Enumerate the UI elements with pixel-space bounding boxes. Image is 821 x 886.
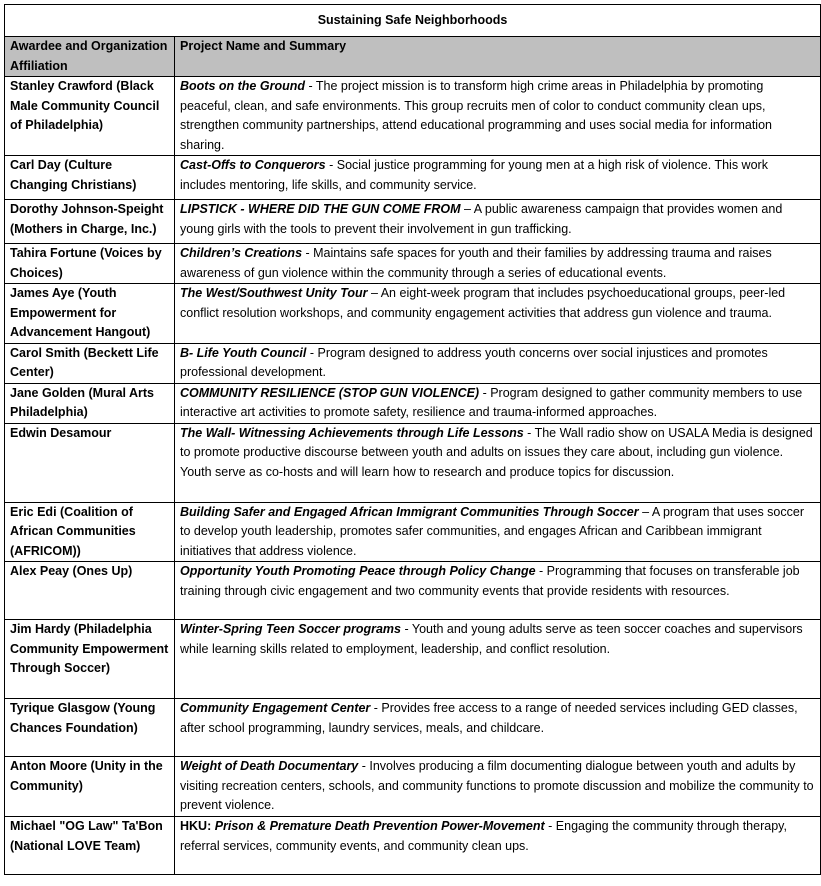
table-row — [5, 383, 821, 423]
awardee-cell: Jane Golden (Mural Arts Philadelphia) — [5, 383, 175, 423]
project-prefix: HKU: — [180, 819, 215, 833]
project-name: Prison & Premature Death Prevention Power-Movement — [214, 819, 545, 833]
project-cell — [175, 423, 821, 502]
table-row — [5, 620, 821, 699]
project-summary: – An eight-week program that includes psychoeducational groups, peer-led conflict resolution workshops, and community engagement activities that address gun violence and trauma. — [180, 286, 786, 320]
table-row — [5, 562, 821, 620]
project-cell — [175, 502, 821, 562]
project-summary: - Youth and young adults serve as teen soccer coaches and supervisors while learning skills related to employment, leadership, and conflict resolution. — [180, 622, 803, 656]
awardees-table — [4, 4, 821, 875]
project-name: The West/Southwest Unity Tour — [180, 286, 368, 300]
table-row — [5, 156, 821, 200]
awardee-cell: Anton Moore (Unity in the Community) — [5, 757, 175, 817]
awardee-cell: Alex Peay (Ones Up) — [5, 562, 175, 620]
project-cell — [175, 699, 821, 757]
table-row — [5, 757, 821, 817]
awardee-cell: Carl Day (Culture Changing Christians) — [5, 156, 175, 200]
project-name: Children’s Creations — [180, 246, 303, 260]
header-project: Project Name and Summary — [175, 37, 821, 77]
project-summary: - Involves producing a film documenting dialogue between youth and adults by visiting recreation centers, schools, and community functions to promote discussion and mobilize the community to prevent violence. — [180, 759, 814, 812]
table-row — [5, 699, 821, 757]
table-row — [5, 77, 821, 156]
project-cell — [175, 383, 821, 423]
project-cell — [175, 156, 821, 200]
project-summary: - Maintains safe spaces for youth and their families by addressing trauma and raises awareness of gun violence within the community through a series of educational events. — [180, 246, 772, 280]
project-summary: - Engaging the community through therapy, referral services, community events, and community clean ups. — [180, 819, 787, 853]
header-awardee: Awardee and Organization Affiliation — [5, 37, 175, 77]
project-summary: - Program designed to address youth concerns over social injustices and promotes professional development. — [180, 345, 768, 379]
header-row — [5, 37, 821, 77]
project-summary: – A public awareness campaign that provides women and young girls with the tools to prevent their involvement in gun trafficking. — [180, 202, 783, 236]
awardee-cell: Carol Smith (Beckett Life Center) — [5, 343, 175, 383]
project-summary: - Provides free access to a range of needed services including GED classes, after school programming, laundry services, meals, and childcare. — [180, 701, 798, 735]
awardee-cell: Tyrique Glasgow (Young Chances Foundation) — [5, 699, 175, 757]
title-row — [5, 5, 821, 37]
project-name: Weight of Death Documentary — [180, 759, 359, 773]
project-name: Cast-Offs to Conquerors — [180, 158, 326, 172]
project-summary: - Social justice programming for young men at a high risk of violence. This work includes mentoring, life skills, and community service. — [180, 158, 768, 192]
awardee-cell: Tahira Fortune (Voices by Choices) — [5, 244, 175, 284]
project-name: B- Life Youth Council — [180, 345, 307, 360]
table-row — [5, 423, 821, 502]
project-cell — [175, 757, 821, 817]
awardee-cell: Dorothy Johnson-Speight (Mothers in Charge, Inc.) — [5, 200, 175, 244]
project-name: Building Safer and Engaged African Immigrant Communities Through Soccer — [180, 504, 639, 519]
awardee-cell: Stanley Crawford (Black Male Community Council of Philadelphia) — [5, 77, 175, 156]
table-row — [5, 343, 821, 383]
project-summary: – A program that uses soccer to develop youth leadership, promotes safer communities, and engages African and Caribbean immigrant initiatives that address violence. — [180, 504, 804, 558]
project-summary: - The project mission is to transform high crime areas in Philadelphia by promoting peaceful, clean, and safe environments. This group recruits men of color to conduct community clean ups, strengthen community partnerships, attend educational programming and uses social media for information sharing. — [180, 79, 772, 152]
project-cell — [175, 562, 821, 620]
project-cell — [175, 284, 821, 344]
table-body — [5, 77, 821, 875]
table-row — [5, 284, 821, 344]
project-summary: - Programming that focuses on transferable job training through civic engagement and two community events that provide residents with resources. — [180, 564, 800, 598]
project-name: Opportunity Youth Promoting Peace through Policy Change — [180, 564, 536, 578]
project-cell — [175, 244, 821, 284]
table-row — [5, 502, 821, 562]
project-cell — [175, 620, 821, 699]
project-name: Winter-Spring Teen Soccer programs — [180, 622, 401, 636]
awardee-cell: Jim Hardy (Philadelphia Community Empowerment Through Soccer) — [5, 620, 175, 699]
project-cell — [175, 343, 821, 383]
project-summary: - Program designed to gather community members to use interactive art activities to promote safety, resilience and trauma-informed approaches. — [180, 385, 803, 419]
project-cell — [175, 77, 821, 156]
awardee-cell: Edwin Desamour — [5, 423, 175, 502]
project-name: Community Engagement Center — [180, 701, 371, 715]
project-name: The Wall- Witnessing Achievements through Life Lessons — [180, 425, 524, 440]
project-summary: - The Wall radio show on USALA Media is designed to promote productive discourse between youth and adults on issues they care about, including gun violence. Youth serve as co-hosts and will learn how to research and produce topics for discussion. — [180, 425, 813, 479]
project-name: Boots on the Ground — [180, 79, 305, 93]
table-row — [5, 817, 821, 875]
project-cell — [175, 200, 821, 244]
awardee-cell: Eric Edi (Coalition of African Communities (AFRICOM)) — [5, 502, 175, 562]
table-row — [5, 200, 821, 244]
project-name: COMMUNITY RESILIENCE (STOP GUN VIOLENCE) — [180, 385, 480, 400]
project-cell — [175, 817, 821, 875]
project-name: LIPSTICK - WHERE DID THE GUN COME FROM — [180, 202, 461, 216]
awardee-cell: Michael "OG Law" Ta'Bon (National LOVE Team) — [5, 817, 175, 875]
awardee-cell: James Aye (Youth Empowerment for Advancement Hangout) — [5, 284, 175, 344]
table-row — [5, 244, 821, 284]
table-title: Sustaining Safe Neighborhoods — [5, 5, 821, 37]
